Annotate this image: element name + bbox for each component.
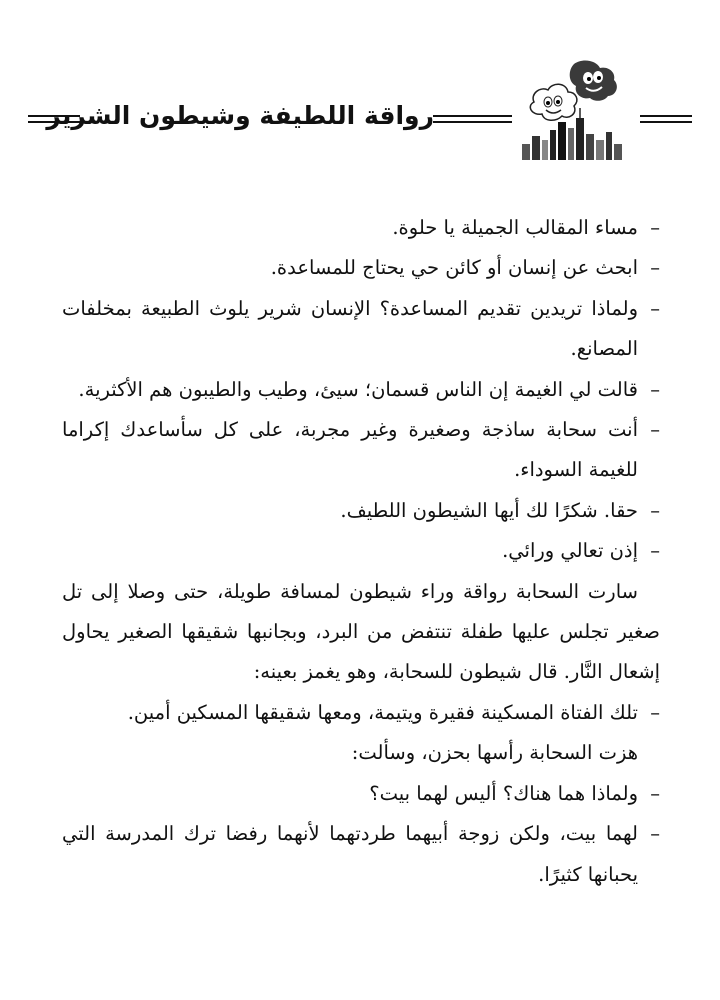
dialogue-line (62, 289, 660, 370)
dialogue-dash: – (650, 700, 660, 724)
dialogue-line (62, 531, 660, 571)
line-text: تلك الفتاة المسكينة فقيرة ويتيمة، ومعها شقيقها المسكين أمين. (127, 700, 638, 724)
story-text (62, 208, 660, 895)
dialogue-line (62, 693, 660, 733)
dialogue-dash: – (650, 781, 660, 805)
dialogue-line (62, 410, 660, 491)
line-text: لهما بيت، ولكن زوجة أبيهما طردتهما لأنهما رفضا ترك المدرسة التي يحبانها كثيرًا. (62, 822, 638, 886)
line-text: أنت سحابة ساذجة وصغيرة وغير مجربة، على كل سأساعدك إكراما للغيمة السوداء. (62, 418, 638, 482)
dialogue-line (62, 774, 660, 814)
line-text: إذن تعالي ورائي. (502, 539, 638, 563)
line-text: سارت السحابة رواقة وراء شيطون لمسافة طويلة، حتى وصلا إلى تل صغير تجلس عليها طفلة تنتفض من البرد، وبجانبها شقيقها الصغير يحاول إشعال النَّار. قال شيطون للسحابة، وهو يغمز بعينه: (62, 579, 660, 684)
narrative-paragraph (62, 572, 660, 693)
line-text: قالت لي الغيمة إن الناس قسمان؛ سيئ، وطيب والطيبون هم الأكثرية. (78, 377, 638, 401)
dialogue-line (62, 491, 660, 531)
line-text: ولماذا هما هناك؟ أليس لهما بيت؟ (369, 781, 638, 805)
line-text: حقا. شكرًا لك أيها الشيطون اللطيف. (340, 498, 638, 522)
dialogue-line (62, 370, 660, 410)
dialogue-dash: – (650, 498, 660, 522)
dialogue-dash: – (650, 256, 660, 280)
line-text: ابحث عن إنسان أو كائن حي يحتاج للمساعدة. (270, 256, 638, 280)
dialogue-dash: – (650, 539, 660, 563)
chapter-header (28, 58, 692, 168)
dialogue-dash: – (650, 296, 660, 320)
dialogue-dash: – (650, 377, 660, 401)
title-rule-right (640, 114, 692, 126)
dialogue-dash: – (650, 822, 660, 846)
dialogue-dash: – (650, 418, 660, 442)
narrative-line (62, 733, 660, 773)
dialogue-line (62, 208, 660, 248)
line-text: مساء المقالب الجميلة يا حلوة. (392, 216, 638, 239)
chapter-title: رواقة اللطيفة وشيطون الشرير (46, 101, 434, 130)
dialogue-line (62, 814, 660, 895)
line-text: ولماذا تريدين تقديم المساعدة؟ الإنسان شرير يلوث الطبيعة بمخلفات المصانع. (62, 296, 638, 361)
line-text: هزت السحابة رأسها بحزن، وسألت: (351, 741, 638, 765)
title-rule-middle (433, 114, 512, 126)
dialogue-dash: – (650, 216, 660, 239)
cloud-city-illustration-icon (516, 58, 624, 162)
dialogue-line (62, 248, 660, 288)
